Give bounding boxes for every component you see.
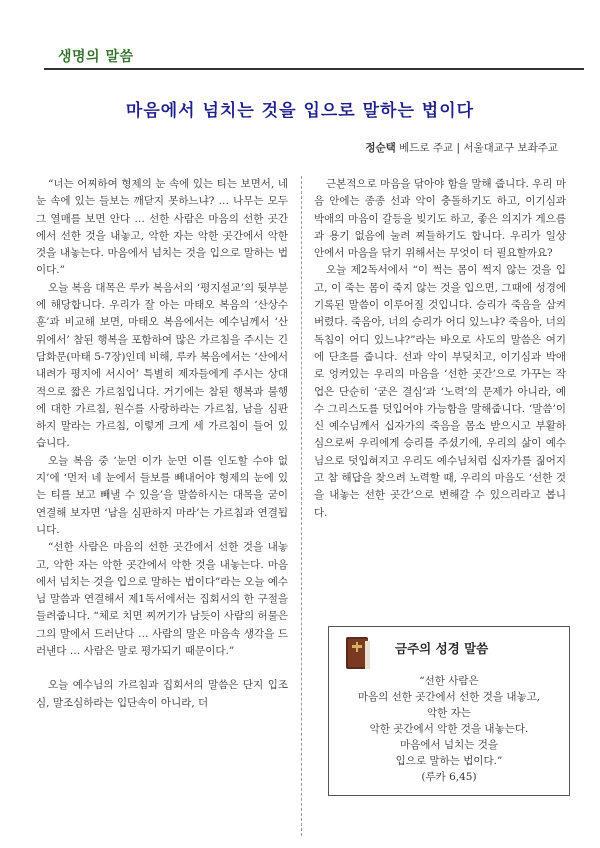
paragraph: 오늘 복음 중 ‘눈먼 이가 눈먼 이를 인도할 수야 없지’에 ‘먼저 네 눈에서 들보를 빼내어야 형제의 눈에 있는 티를 보고 빼낼 수 있을’을 말씀하시는 대목을 굳이 연결해 보자면 ‘남을 심판하지 마라’는 가르침과 연결됩니다.	[36, 454, 288, 536]
section-header	[44, 46, 584, 68]
section-rule	[44, 68, 584, 70]
weekly-verse-box	[328, 626, 570, 796]
verse-reference: (루카 6,45)	[421, 771, 477, 783]
verse-line: 마음의 선한 곳간에서 선한 것을 내놓고,	[357, 691, 541, 703]
box-title: 금주의 성경 말씀	[395, 641, 489, 656]
paragraph: 오늘 예수님의 가르침과 집회서의 말씀은 단지 입조심, 말조심하라는 입단속이 아니라, 더	[36, 679, 288, 709]
verse-line: 마음에서 넘치는 것을	[400, 739, 498, 751]
right-column	[314, 176, 566, 522]
verse-line: 악한 곳간에서 악한 것을 내놓는다.	[369, 723, 529, 735]
column-divider	[301, 176, 302, 836]
verse-line: 악한 자는	[427, 707, 471, 719]
paragraph: “선한 사람은 마음의 선한 곳간에서 선한 것을 내놓고, 악한 자는 악한 곳간에서 악한 것을 내놓는다. 마음에서 넘치는 것을 입으로 말하는 법이다”라는 오늘 예수님 말씀과 연결해서 제1독서에서는 집회서의 한 구절을 들려줍니다. “체로 치면 찌꺼기가 남듯이 사람의 허물은 그의 말에서 드러난다 … 사람의 말은 마음속 생각을 드러낸다 … 사람은 말로 평가되기 때문이다.”	[36, 541, 288, 658]
paragraph: “너는 어찌하여 형제의 눈 속에 있는 티는 보면서, 네 눈 속에 있는 들보는 깨닫지 못하느냐? … 나무는 모두 그 열매를 보면 안다 … 선한 사람은 마음의 선한 곳간에서 선한 것을 내놓고, 악한 자는 악한 곳간에서 악한 것을 내놓는다. 마음에서 넘치는 것을 입으로 말하는 법이다.”	[36, 178, 288, 277]
paragraph: 오늘 복음 대목은 루카 복음서의 ‘평지설교’의 뒷부분에 해당합니다. 우리가 잘 아는 마태오 복음의 ‘산상수훈’과 비교해 보면, 마태오 복음에서는 예수님께서 ‘산 위에서’ 참된 행복을 포함하여 많은 가르침을 주시는 긴 담화문(마태 5-7장)인데 비해, 루카 복음에서는 ‘산에서 내려가 평지에 서시어’ 특별히 제자들에게 주시는 상대적으로 짧은 가르침입니다. 거기에는 참된 행복과 불행에 대한 가르침, 원수를 사랑하라는 가르침, 남을 심판하지 말라는 가르침, 이렇게 크게 세 가르침이 들어 있습니다.	[36, 281, 288, 450]
author-name: 정순택	[365, 142, 396, 154]
byline	[365, 140, 558, 155]
page-title: 마음에서 넘치는 것을 입으로 말하는 법이다	[125, 101, 475, 121]
section-label: 생명의 말씀	[58, 49, 134, 65]
verse-text	[339, 673, 559, 785]
author-role: 베드로 주교 | 서울대교구 보좌주교	[399, 142, 558, 154]
paragraph: 근본적으로 마음을 닦아야 함을 말해 줍니다. 우리 마음 안에는 종종 선과 악이 충돌하기도 하고, 이기심과 박애의 마음이 갈등을 빚기도 하고, 좋은 의지가 게으름과 용기 없음에 눌려 찌들하기도 합니다. 우리가 일상 안에서 마음을 닦기 위해서는 무엇이 더 필요할까요?	[314, 178, 566, 260]
left-column	[36, 176, 288, 712]
paragraph: 오늘 제2독서에서 “이 썩는 몸이 썩지 않는 것을 입고, 이 죽는 몸이 죽지 않는 것을 입으면, 그때에 성경에 기록된 말씀이 이루어질 것입니다. 승리가 죽음을 삼켜 버렸다. 죽음아, 너의 승리가 어디 있느냐? 죽음아, 너의 독침이 어디 있느냐?”라는 바오로 사도의 말씀은 여기에 단초를 줍니다. 선과 악이 부딪치고, 이기심과 박애로 엉켜있는 우리의 마음을 ‘선한 곳간’으로 가꾸는 작업은 단순히 ‘굳은 결심’과 ‘노력’의 문제가 아니라, 예수 그리스도를 덧입어야 가능함을 말해줍니다. ‘말씀’이신 예수님께서 십자가의 죽음을 몸소 받으시고 부활하심으로써 우리에게 승리를 주셨기에, 우리의 삶이 예수님으로 덧입혀지고 우리도 예수님처럼 십자가를 짊어지고 참 해답을 찾으려 노력할 때, 우리의 마음도 ‘선한 것을 내놓는 선한 곳간’으로 변해갈 수 있으리라고 봅니다.	[314, 264, 567, 519]
bible-icon	[343, 635, 373, 673]
verse-line: 입으로 말하는 법이다.”	[395, 755, 503, 767]
verse-line: “선한 사람은	[419, 675, 479, 687]
